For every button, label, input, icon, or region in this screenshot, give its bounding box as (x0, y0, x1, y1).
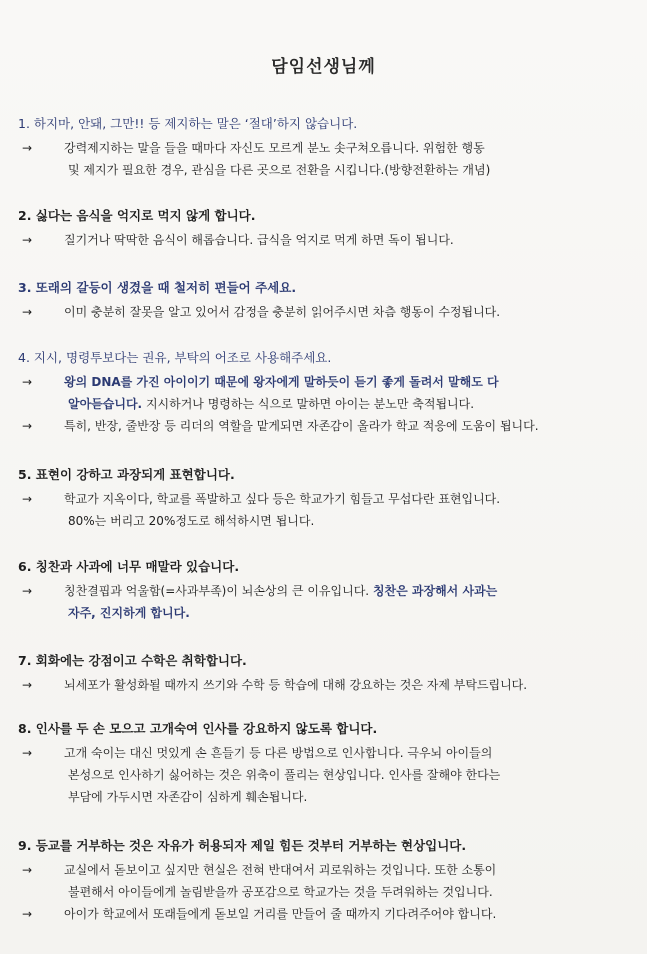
arrow-icon: → (22, 863, 33, 877)
section-line (18, 488, 618, 510)
line-text: 고개 숙이는 대신 멋있게 손 흔들기 등 다른 방법으로 인사합니다. 극우뇌 아이들의 (64, 746, 493, 760)
section-line: 부담에 가두시면 자존감이 심하게 훼손됩니다. (68, 790, 308, 804)
arrow-icon: → (22, 492, 33, 506)
section-heading: 7. 회화에는 강점이고 수학은 취학합니다. (18, 653, 247, 668)
section-line (18, 371, 618, 393)
section-6 (18, 558, 618, 624)
section-3 (18, 279, 618, 323)
line-text: 뇌세포가 활성화될 때까지 쓰기와 수학 등 학습에 대해 강요하는 것은 자제 부탁드립니다. (64, 678, 528, 692)
line-text-part: 칭찬결핍과 억울함(=사과부족)이 뇌손상의 큰 이유입니다. (64, 584, 373, 598)
section-line (18, 415, 618, 437)
section-heading: 9. 등교를 거부하는 것은 자유가 허용되자 제일 힘든 것부터 거부하는 현상입니다. (18, 838, 467, 853)
section-heading: 8. 인사를 두 손 모으고 고개숙여 인사를 강요하지 않도록 합니다. (18, 721, 378, 736)
arrow-icon: → (22, 141, 33, 155)
line-text: 강력제지하는 말을 들을 때마다 자신도 모르게 분노 솟구쳐오릅니다. 위험한 행동 (64, 141, 485, 155)
section-heading: 6. 칭찬과 사과에 너무 매말라 있습니다. (18, 559, 240, 574)
section-line: 및 제지가 필요한 경우, 관심을 다른 곳으로 전환을 시킵니다.(방향전환하는 개념) (68, 163, 491, 177)
section-4 (18, 349, 618, 437)
section-line (18, 301, 618, 323)
line-text: 아이가 학교에서 또래들에게 돋보일 거리를 만들어 줄 때까지 기다려주어야 합니다. (64, 907, 497, 921)
arrow-icon: → (22, 419, 33, 433)
line-text: 교실에서 돋보이고 싶지만 현실은 전혀 반대여서 괴로워하는 것입니다. 또한 소통이 (64, 863, 497, 877)
section-8 (18, 720, 618, 808)
section-line: 자주, 진지하게 합니다. (68, 606, 190, 620)
section-2 (18, 207, 618, 251)
line-text: 질기거나 딱딱한 음식이 해롭습니다. 급식을 억지로 먹게 하면 독이 됩니다. (64, 233, 454, 247)
section-heading: 4. 지시, 명령투보다는 권유, 부탁의 어조로 사용해주세요. (18, 350, 332, 365)
section-line (18, 393, 618, 415)
page-title: 담임선생님께 (271, 57, 376, 77)
arrow-icon: → (22, 305, 33, 319)
section-heading: 2. 싫다는 음식을 억지로 먹지 않게 합니다. (18, 208, 256, 223)
section-9 (18, 837, 618, 925)
arrow-icon: → (22, 375, 33, 389)
section-line: 불편해서 아이들에게 놀림받을까 공포감으로 학교가는 것을 두려워하는 것입니다. (68, 885, 493, 899)
section-line (18, 903, 618, 925)
section-line (18, 580, 618, 602)
line-text-emphasis: 칭찬은 과장해서 사과는 (372, 584, 498, 598)
arrow-icon: → (22, 907, 33, 921)
section-heading: 3. 또래의 갈등이 생겼을 때 철저히 편들어 주세요. (18, 280, 297, 295)
section-line (18, 859, 618, 881)
section-heading: 5. 표현이 강하고 과장되게 표현합니다. (18, 467, 235, 482)
section-line (18, 674, 618, 696)
arrow-icon: → (22, 746, 33, 760)
section-line: 80%는 버리고 20%정도로 해석하시면 됩니다. (68, 514, 315, 528)
section-line (18, 137, 618, 159)
line-text: 왕의 DNA를 가진 아이이기 때문에 왕자에게 말하듯이 듣기 좋게 돌려서 말해도 다 (64, 375, 499, 389)
arrow-icon: → (22, 678, 33, 692)
arrow-icon: → (22, 233, 33, 247)
section-1 (18, 115, 618, 181)
line-text: 지시하거나 명령하는 식으로 말하면 아이는 분노만 축적됩니다. (142, 397, 475, 411)
line-text: 특히, 반장, 줄반장 등 리더의 역할을 맡게되면 자존감이 올라가 학교 적응에 도움이 됩니다. (64, 419, 539, 433)
section-5 (18, 466, 618, 532)
arrow-icon: → (22, 584, 33, 598)
section-7 (18, 652, 618, 696)
line-text: 이미 충분히 잘못을 알고 있어서 감정을 충분히 읽어주시면 차츰 행동이 수정됩니다. (64, 305, 501, 319)
line-text (46, 584, 497, 598)
section-line (18, 742, 618, 764)
section-heading: 1. 하지마, 안돼, 그만!! 등 제지하는 말은 ‘절대’하지 않습니다. (18, 116, 358, 131)
section-line (18, 229, 618, 251)
line-text: 학교가 지옥이다, 학교를 폭발하고 싶다 등은 학교가기 힘들고 무섭다란 표현입니다. (64, 492, 501, 506)
section-line: 본성으로 인사하기 싫어하는 것은 위축이 풀리는 현상입니다. 인사를 잘해야 한다는 (68, 768, 501, 782)
line-text-emphasis: 알아듣습니다. (68, 397, 143, 411)
